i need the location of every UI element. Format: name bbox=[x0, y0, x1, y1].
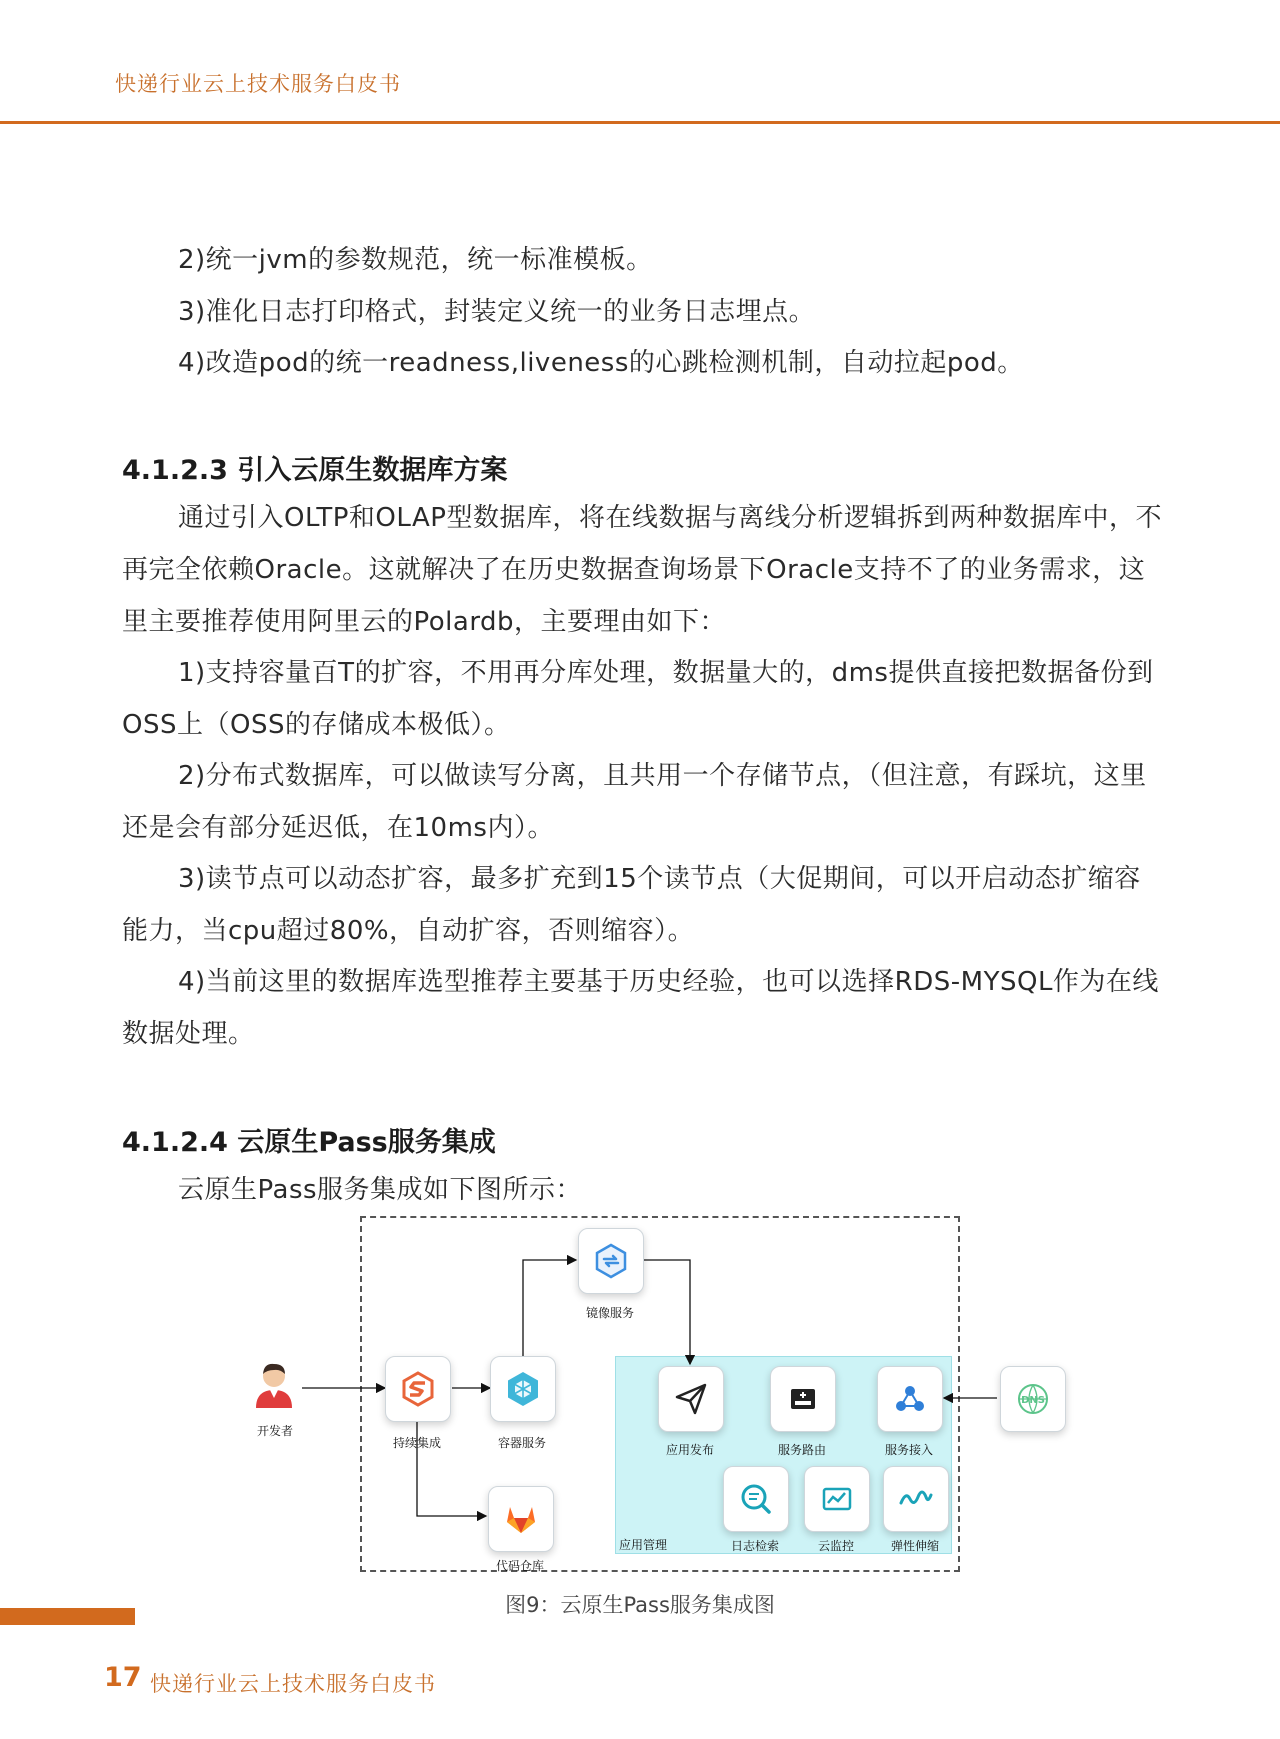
paper-plane-icon bbox=[671, 1379, 711, 1419]
log-node bbox=[723, 1466, 789, 1532]
section-heading-database: 4.1.2.3 引入云原生数据库方案 bbox=[122, 455, 508, 486]
list-item: 1)支持容量百T的扩容，不用再分库处理，数据量大的，dms提供直接把数据备份到OSS上（OSS的存储成本极低）。 bbox=[122, 658, 1154, 740]
publish-node bbox=[658, 1366, 724, 1432]
dns-node bbox=[1000, 1366, 1066, 1432]
figure-caption: 图9：云原生Pass服务集成图 bbox=[505, 1593, 775, 1617]
developer-label: 开发者 bbox=[256, 1424, 293, 1438]
scale-label: 弹性伸缩 bbox=[890, 1539, 939, 1553]
image-node bbox=[578, 1228, 644, 1294]
list-item: 4)当前这里的数据库选型推荐主要基于历史经验，也可以选择RDS-MYSQL作为在线数据处理。 bbox=[122, 967, 1159, 1049]
ci-node bbox=[385, 1356, 451, 1422]
routing-node bbox=[770, 1366, 836, 1432]
container-service-icon bbox=[503, 1369, 543, 1409]
footer-title: 快递行业云上技术服务白皮书 bbox=[150, 1672, 436, 1696]
image-label: 镜像服务 bbox=[585, 1306, 634, 1320]
dns-icon bbox=[1013, 1379, 1053, 1419]
app-management-label: 应用管理 bbox=[619, 1538, 668, 1552]
image-service-icon bbox=[591, 1241, 631, 1281]
ci-icon bbox=[398, 1369, 438, 1409]
scale-node bbox=[883, 1466, 949, 1532]
section-intro-pass: 云原生Pass服务集成如下图所示： bbox=[178, 1175, 583, 1205]
cloud-monitor-icon bbox=[817, 1479, 857, 1519]
section-intro-database: 通过引入OLTP和OLAP型数据库，将在线数据与离线分析逻辑拆到两种数据库中，不再完全依赖Oracle。这就解决了在历史数据查询场景下Oracle支持不了的业务需求，这里主要推荐使用阿里云的Polardb，主要理由如下： bbox=[122, 503, 1162, 637]
gitlab-icon bbox=[501, 1499, 541, 1539]
elastic-scaling-icon bbox=[896, 1479, 936, 1519]
developer-icon bbox=[252, 1362, 296, 1410]
list-item: 4)改造pod的统一readness,liveness的心跳检测机制，自动拉起pod。 bbox=[178, 348, 1024, 378]
log-label: 日志检索 bbox=[730, 1539, 779, 1553]
section-heading-pass: 4.1.2.4 云原生Pass服务集成 bbox=[122, 1127, 496, 1158]
architecture-diagram bbox=[240, 1212, 1070, 1580]
ci-label: 持续集成 bbox=[392, 1436, 441, 1450]
container-node bbox=[490, 1356, 556, 1422]
access-nodes-icon bbox=[890, 1379, 930, 1419]
container-label: 容器服务 bbox=[497, 1436, 546, 1450]
header-title: 快递行业云上技术服务白皮书 bbox=[115, 72, 401, 96]
svg-text:DNS: DNS bbox=[1021, 1395, 1045, 1406]
publish-label: 应用发布 bbox=[665, 1443, 714, 1457]
access-node bbox=[877, 1366, 943, 1432]
log-search-icon bbox=[736, 1479, 776, 1519]
list-item: 3)读节点可以动态扩容，最多扩充到15个读节点（大促期间，可以开启动态扩缩容能力，当cpu超过80%，自动扩容，否则缩容）。 bbox=[122, 864, 1141, 946]
page-number: 17 bbox=[104, 1662, 142, 1693]
list-item: 2)分布式数据库，可以做读写分离，且共用一个存储节点，（但注意，有踩坑，这里还是会有部分延迟低，在10ms内）。 bbox=[122, 761, 1147, 843]
routing-label: 服务路由 bbox=[777, 1443, 826, 1457]
monitor-node bbox=[804, 1466, 870, 1532]
access-label: 服务接入 bbox=[884, 1443, 933, 1457]
list-item: 3)准化日志打印格式，封装定义统一的业务日志埋点。 bbox=[178, 297, 816, 327]
header-rule bbox=[0, 121, 1280, 124]
list-item: 2)统一jvm的参数规范，统一标准模板。 bbox=[178, 245, 653, 275]
repo-label: 代码仓库 bbox=[495, 1559, 544, 1573]
repo-node bbox=[488, 1486, 554, 1552]
router-icon bbox=[783, 1379, 823, 1419]
footer-accent-bar bbox=[0, 1608, 135, 1625]
monitor-label: 云监控 bbox=[817, 1539, 854, 1553]
